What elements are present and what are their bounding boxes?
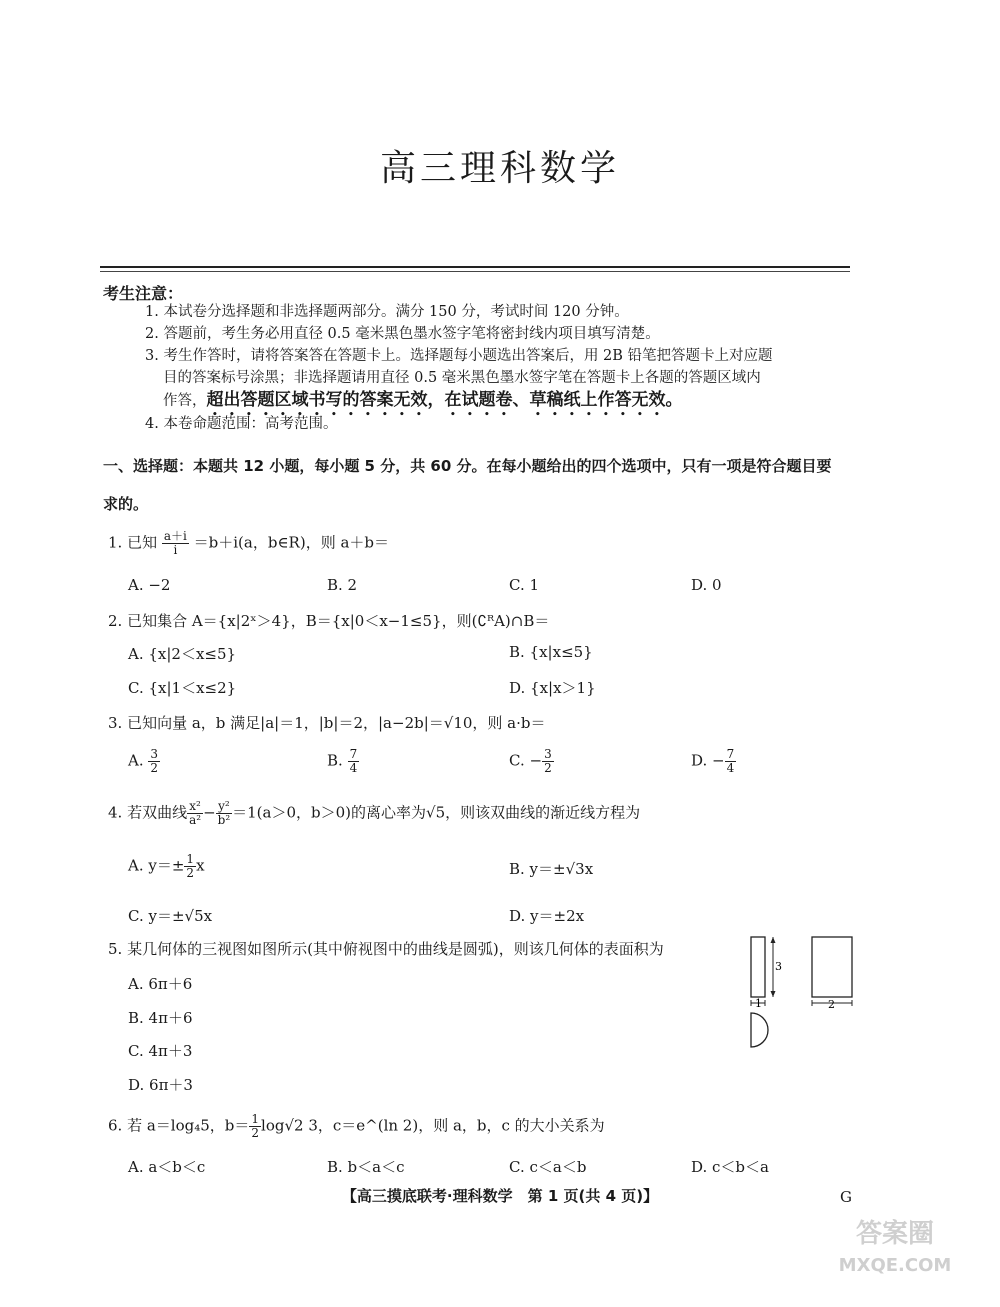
question-5: 5. 某几何体的三视图如图所示(其中俯视图中的曲线是圆弧)，则该几何体的表面积为 [108,940,664,958]
q1-option-d: D. 0 [691,576,722,594]
q5-option-c: C. 4π＋3 [128,1042,193,1060]
q3-c-num: 3 [544,747,552,761]
q3-b-frac [348,748,360,775]
q4-f1-num: x² [187,800,203,814]
q6-option-c: C. c＜a＜b [509,1158,587,1176]
q4-a-pre: A. y＝± [128,856,185,875]
q3-option-b [327,748,359,775]
front-width-label: 1 [755,997,762,1010]
q2-option-c: C. {x|1＜x≤2} [128,679,237,697]
notice-item-3-cont: 目的答案标号涂黑；非选择题请用直径 0.5 毫米黑色墨水签字笔在答题卡上各题的答题区域内 [163,370,761,386]
notice-item-4: 4. 本卷命题范围：高考范围。 [145,416,338,432]
section-heading [103,450,863,520]
q3-a-den: 2 [150,761,159,775]
section-heading-line1: 一、选择题：本题共 12 小题，每小题 5 分，共 60 分。在每小题给出的四个选项中，只有一项是符合题目要 [103,457,832,475]
three-view-figure [745,930,865,1055]
q4-frac-x [187,800,203,827]
q3-a-label: A. [128,751,144,770]
q4-minus: − [203,803,216,822]
q3-option-c [509,748,554,775]
q6-option-a: A. a＜b＜c [128,1158,206,1176]
q4-option-d: D. y＝±2x [509,907,585,925]
q4-f2-den: b² [217,813,231,827]
notice-item-3-end-prefix: 作答， [163,393,207,409]
q3-d-frac [725,748,737,775]
q6-frac-num: 1 [251,1112,260,1126]
q3-a-frac [148,748,160,775]
q1-post: ＝b＋i(a，b∈R)，则 a＋b＝ [193,533,390,552]
q5-option-d: D. 6π＋3 [128,1076,193,1094]
q3-c-sign: − [529,751,543,770]
q4-a-den: 2 [186,866,195,880]
notice-item-2: 2. 答题前，考生务必用直径 0.5 毫米黑色墨水签字笔将密封线内项目填写清楚。 [145,326,660,342]
notice-item-3: 3. 考生作答时，请将答案答在答题卡上。选择题每小题选出答案后，用 2B 铅笔把答题卡上对应题 [145,348,773,364]
q3-option-d [691,748,736,775]
watermark [820,1218,970,1282]
height-arrow-top [771,937,776,943]
q2-option-d: D. {x|x＞1} [509,679,596,697]
section-heading-line2: 求的。 [103,495,149,513]
question-3: 3. 已知向量 a，b 满足|a|＝1，|b|＝2，|a−2b|＝√10，则 a·b＝ [108,714,546,732]
header-rule-thin [100,271,850,272]
q3-a-num: 3 [150,747,159,761]
q3-c-den: 2 [544,761,552,775]
q3-option-a [128,748,160,775]
q5-option-a: A. 6π＋6 [128,975,193,993]
height-label: 3 [775,960,782,973]
q4-a-frac [184,853,196,880]
q3-d-label: D. [691,751,708,770]
q3-d-sign: − [712,751,725,770]
q1-option-c: C. 1 [509,576,540,594]
q6-option-b: B. b＜a＜c [327,1158,405,1176]
q6-post: log√2 3，c＝e^(ln 2)，则 a，b，c 的大小关系为 [261,1116,605,1135]
q4-f2-num: y² [216,800,233,814]
q4-a-num: 1 [186,852,195,866]
q3-b-num: 7 [349,747,358,761]
page-footer: 【高三摸底联考·理科数学 第 1 页(共 4 页)】 [341,1187,659,1205]
side-width-label: 2 [828,998,835,1011]
notice-heading: 考生注意： [103,284,184,303]
q4-f1-den: a² [189,813,202,827]
question-1 [108,530,389,557]
notice-item-1: 1. 本试卷分选择题和非选择题两部分。满分 150 分，考试时间 120 分钟。 [145,304,629,320]
q2-option-b: B. {x|x≤5} [509,643,593,661]
q1-frac-den: i [173,543,178,557]
q6-pre: 6. 若 a＝log₄5，b＝ [108,1116,250,1135]
q6-frac [249,1113,261,1140]
watermark-line2: MXQE.COM [838,1255,952,1276]
q3-d-num: 7 [726,747,735,761]
height-arrow-bottom [771,991,776,997]
q3-b-label: B. [327,751,343,770]
q3-d-den: 4 [726,761,735,775]
q4-post: ＝1(a＞0，b＞0)的离心率为√5，则该双曲线的渐近线方程为 [232,803,641,822]
q4-frac-y [216,800,233,827]
q6-option-d: D. c＜b＜a [691,1158,769,1176]
question-6 [108,1113,605,1140]
q4-option-a [128,853,205,880]
q3-c-frac [542,748,554,775]
q3-c-label: C. [509,751,525,770]
question-4 [108,800,640,827]
q1-option-a: A. −2 [128,576,171,594]
corner-mark: G [840,1188,852,1206]
q1-pre: 1. 已知 [108,533,158,552]
q4-option-c: C. y＝±√5x [128,907,213,925]
header-rule-thick [100,266,850,268]
front-view [751,937,765,997]
q1-frac-num: a＋i [163,529,187,543]
top-view [751,1013,768,1047]
watermark-line1: 答案圈 [855,1219,934,1249]
question-2: 2. 已知集合 A＝{x|2ˣ＞4}，B＝{x|0＜x−1≤5}，则(∁ᴿA)∩B＝ [108,612,550,630]
q1-fraction [162,530,189,557]
q4-option-b: B. y＝±√3x [509,860,594,878]
q4-pre: 4. 若双曲线 [108,803,188,822]
page-title: 高三理科数学 [379,148,620,189]
q5-option-b: B. 4π＋6 [128,1009,193,1027]
side-view [812,937,852,997]
q2-option-a: A. {x|2＜x≤5} [128,645,237,663]
q6-frac-den: 2 [251,1126,260,1140]
q4-a-post: x [196,856,205,875]
notice-emphasis: 超出答题区域书写的答案无效，在试题卷、草稿纸上作答无效。 [206,390,683,410]
q3-b-den: 4 [349,761,358,775]
q1-option-b: B. 2 [327,576,358,594]
